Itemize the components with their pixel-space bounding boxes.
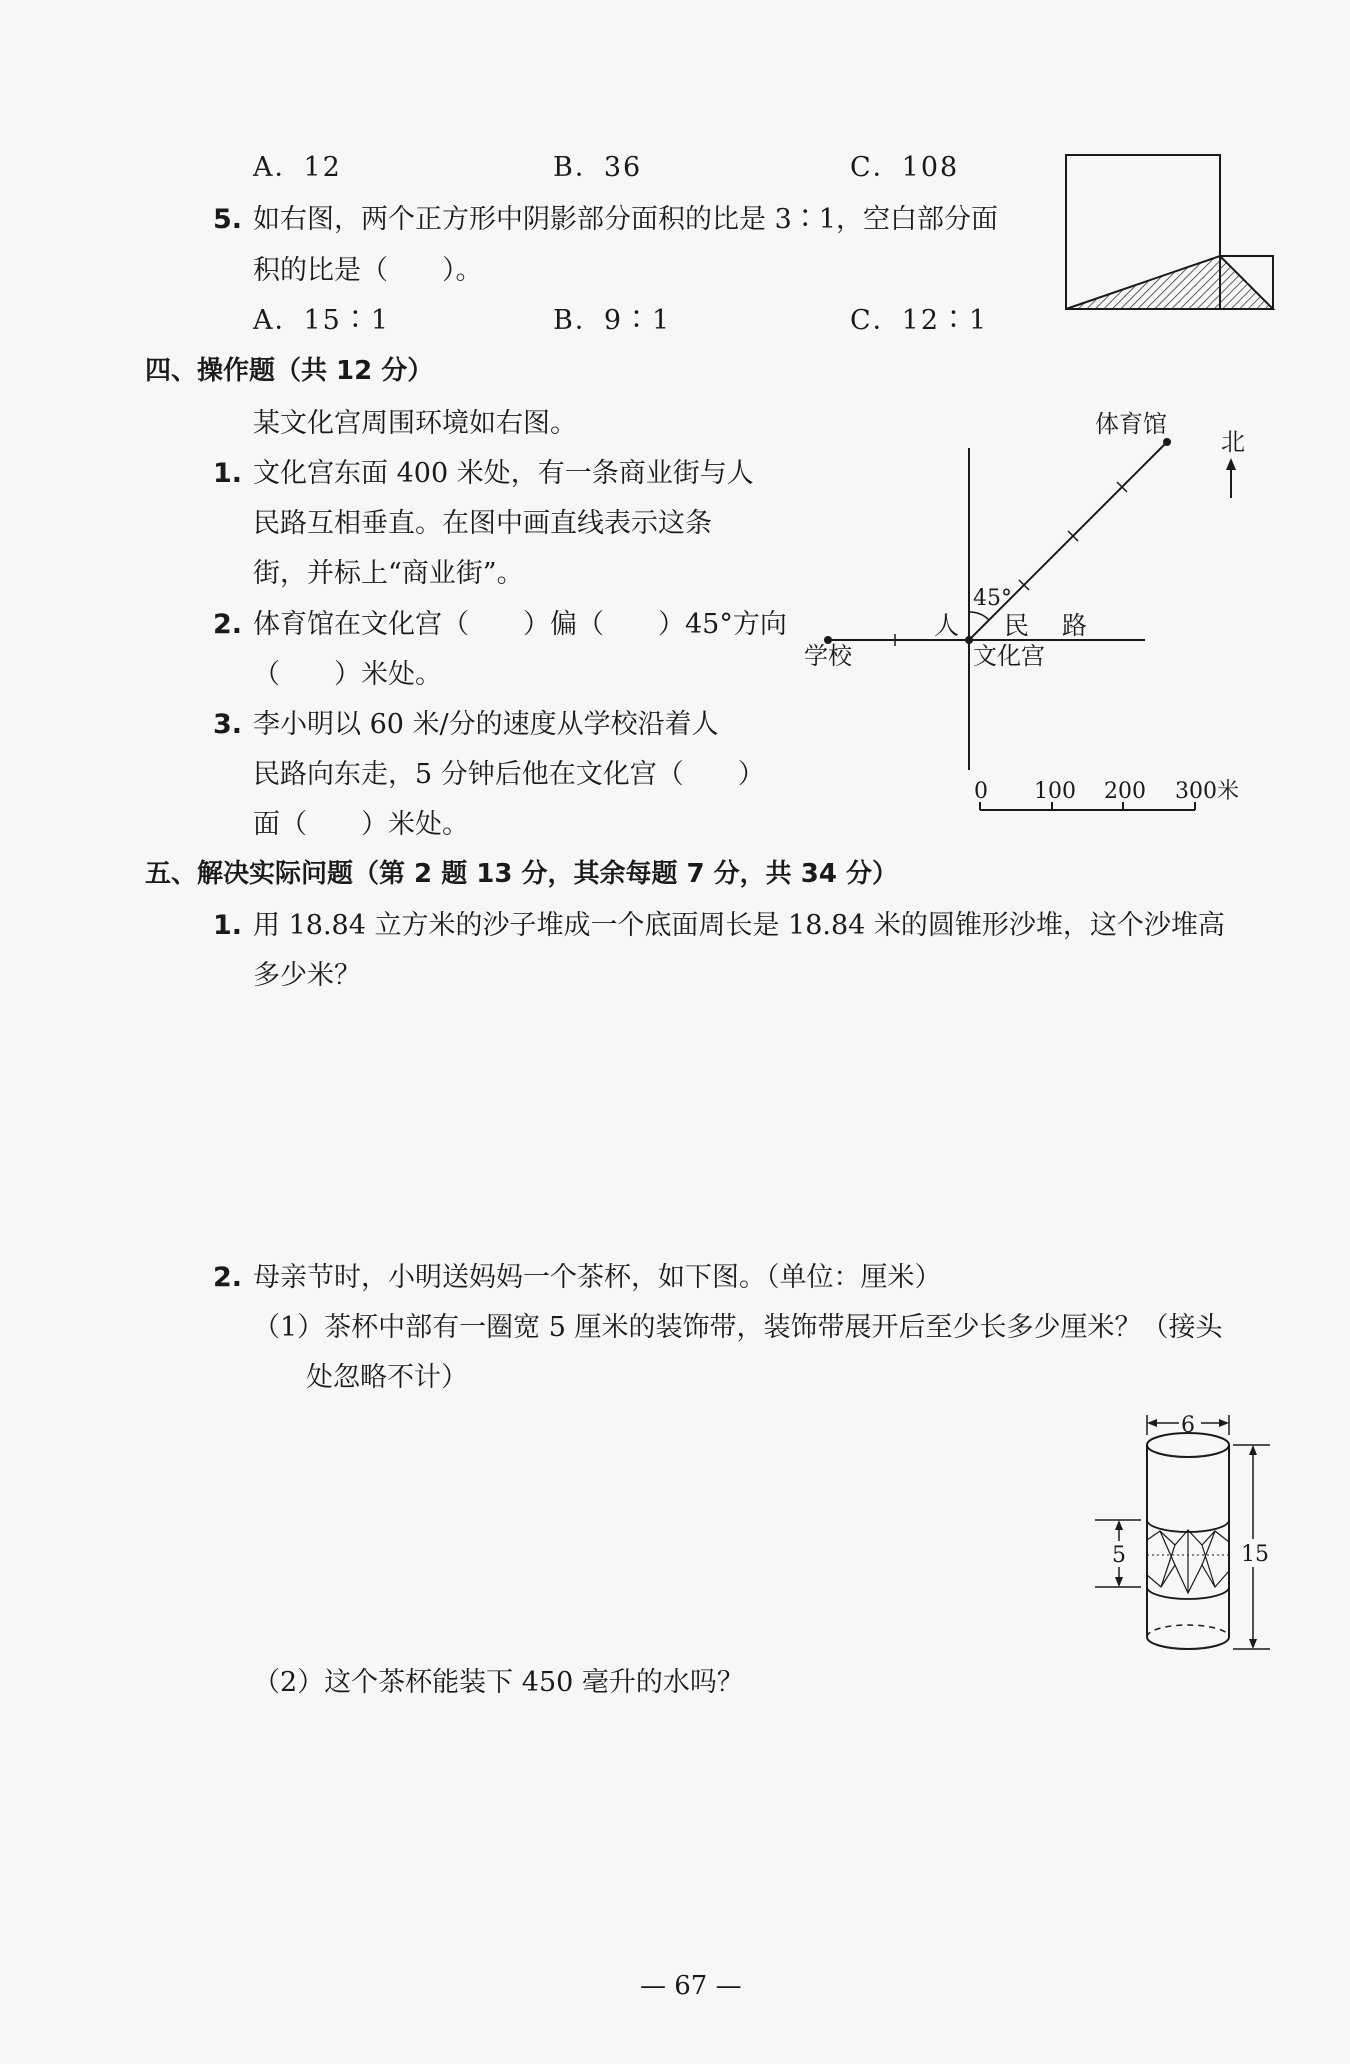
q4-option-a: A．12 (253, 152, 342, 183)
q4-option-b: B．36 (553, 152, 643, 183)
s4-q2-line2: （ ）米处。 (253, 659, 442, 690)
decoration-band (1147, 1520, 1229, 1599)
s4-q1-line3: 街，并标上“商业街”。 (253, 558, 524, 589)
cup-diameter: 6 (1181, 1413, 1195, 1438)
s4-q2-number: 2. (213, 609, 243, 640)
s4-q3-line2: 民路向东走，5 分钟后他在文化宫（ ） (253, 759, 765, 790)
scale-0: 0 (974, 779, 988, 804)
s5-q1-line1: 用 18.84 立方米的沙子堆成一个底面周长是 18.84 米的圆锥形沙堆，这个沙堆高 (253, 910, 1225, 941)
s5-q2-sub2: （2）这个茶杯能装下 450 毫升的水吗？ (253, 1667, 744, 1698)
angle-label: 45° (973, 586, 1012, 611)
scale-100: 100 (1034, 779, 1076, 804)
road-char-2: 民 (1004, 611, 1030, 640)
s4-q1-line1: 文化宫东面 400 米处，有一条商业街与人 (253, 458, 754, 489)
map-figure (790, 400, 1250, 820)
scale-300: 300米 (1175, 779, 1239, 804)
squares-figure (1064, 153, 1274, 311)
cup-figure (1085, 1405, 1275, 1655)
s4-q1-line2: 民路互相垂直。在图中画直线表示这条 (253, 508, 712, 539)
s5-q2-sub1-line2: 处忽略不计） (306, 1362, 468, 1393)
palace-label: 文化宫 (973, 642, 1045, 670)
cup-band-width: 5 (1112, 1543, 1126, 1568)
scale-200: 200 (1104, 779, 1146, 804)
north-label: 北 (1221, 428, 1245, 456)
angle-arc (969, 612, 989, 620)
s4-q3-line3: 面（ ）米处。 (253, 809, 469, 840)
page-number: — 67 — (640, 1971, 742, 2001)
s4-q3-number: 3. (213, 709, 243, 740)
scale-bar (980, 802, 1195, 810)
q5-option-c: C．12∶1 (850, 305, 989, 336)
section4-title: 四、操作题（共 12 分） (145, 356, 434, 386)
q5-line2: 积的比是（ ）。 (253, 255, 483, 286)
s5-q2-sub1-line1: （1）茶杯中部有一圈宽 5 厘米的装饰带，装饰带展开后至少长多少厘米？（接头 (253, 1312, 1223, 1343)
road-char-1: 人 (934, 611, 960, 640)
section4-intro: 某文化宫周围环境如右图。 (253, 408, 577, 439)
q5-option-a: A．15∶1 (253, 305, 391, 336)
shaded-triangle (1066, 256, 1273, 309)
s5-q1-line2: 多少米？ (253, 960, 361, 991)
s5-q1-number: 1. (213, 910, 243, 941)
stadium-label: 体育馆 (1095, 410, 1167, 438)
q5-line1: 如右图，两个正方形中阴影部分面积的比是 3∶1，空白部分面 (253, 204, 998, 235)
s4-q3-line1: 李小明以 60 米/分的速度从学校沿着人 (253, 709, 719, 740)
s5-q2-line: 母亲节时，小明送妈妈一个茶杯，如下图。（单位：厘米） (253, 1262, 942, 1293)
palace-dot (965, 636, 973, 644)
cup-height: 15 (1241, 1542, 1269, 1567)
q5-option-b: B．9∶1 (553, 305, 672, 336)
stadium-dot (1163, 438, 1171, 446)
school-label: 学校 (804, 642, 852, 670)
s5-q2-number: 2. (213, 1262, 243, 1293)
section5-title: 五、解决实际问题（第 2 题 13 分，其余每题 7 分，共 34 分） (145, 859, 898, 889)
q4-option-c: C．108 (850, 152, 960, 183)
s4-q1-number: 1. (213, 458, 243, 489)
road-char-3: 路 (1062, 611, 1088, 640)
s4-q2-line1: 体育馆在文化宫（ ）偏（ ）45°方向 (253, 609, 787, 640)
q5-number: 5. (213, 204, 243, 235)
